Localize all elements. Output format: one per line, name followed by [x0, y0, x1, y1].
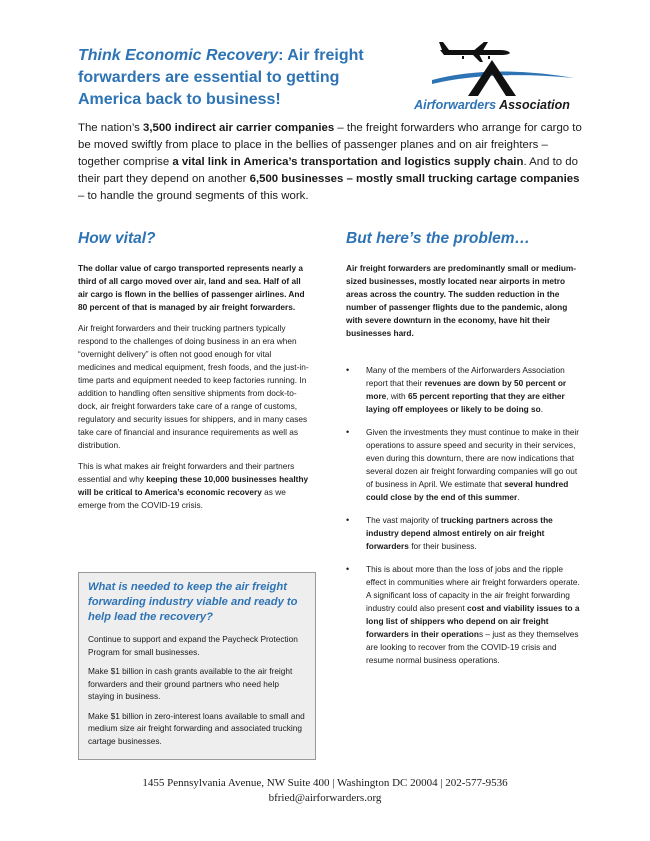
right-lead-text: Air freight forwarders are predominantly small or medium-sized businesses, mostly located near airports in metro areas across the country. The sudden reduction in the number of passenger flights due to the pandemic, along with severe downturn in the economy, have hit their businesses hard.	[346, 263, 577, 338]
footer	[0, 776, 650, 806]
intro-text: – to handle the ground segments of this work.	[78, 190, 309, 202]
title-rest: : Air freight forwarders are essential to getting America back to business!	[78, 47, 364, 108]
callout-item: Make $1 billion in cash grants available to the air freight forwarders and their ground partners who need help staying in business.	[88, 666, 293, 701]
problem-bullet-list	[346, 364, 584, 667]
logo-text	[392, 98, 592, 112]
bullet-bold: 65 percent reporting that they are either laying off employees or likely to be doing so	[366, 391, 565, 414]
right-column	[346, 262, 584, 677]
bullet-item	[346, 426, 584, 504]
logo-word-airforwarders: Airforwarders	[414, 98, 497, 112]
bullet-text: Given the investments they must continue to make in their operations to assure speed and security in their services, even during this downturn, there are now indications that several dozen air freight forwarding companies will go out of business in April. We estimate that	[366, 427, 580, 489]
bullet-icon: •	[346, 365, 350, 375]
paragraph-bold: keeping these 10,000 businesses healthy will be critical to America’s economic recovery	[78, 474, 309, 497]
left-lead-paragraph	[78, 262, 310, 314]
paragraph-text: as we emerge from the COVID-19 crisis.	[78, 487, 286, 510]
bullet-text: This is about more than the loss of jobs and the ripple effect in communities where air freight forwarders operate. A significant loss of capacity in the air freight forwarding industry could also present	[366, 564, 580, 613]
intro-text: The nation’s	[78, 122, 144, 134]
airplane-logo-icon	[392, 38, 592, 100]
bullet-text: The vast majority of	[366, 515, 441, 525]
bullet-bold: revenues are down by 50 percent or more	[366, 378, 567, 401]
bullet-bold: cost and viability issues to a long list of shippers who depend on air freight forwarders in their operation	[366, 603, 580, 639]
footer-email: bfried@airforwarders.org	[268, 792, 382, 804]
footer-address: 1455 Pennsylvania Avenue, NW Suite 400 | Washington DC 20004 | 202-577-9536	[142, 777, 508, 789]
left-lead-text: The dollar value of cargo transported represents nearly a third of all cargo moved over air, land and sea. Half of all air cargo is flown in the bellies of passenger airlines. And 80 percent of that is managed by air freight forwarders.	[78, 263, 305, 312]
bullet-text: Many of the members of the Airforwarders Association report that their	[366, 365, 565, 388]
left-paragraph-3	[78, 460, 310, 512]
logo-word-association: Association	[499, 98, 570, 112]
bullet-text: for their business.	[408, 541, 477, 551]
bullet-icon: •	[346, 427, 350, 437]
bullet-text: .	[517, 492, 520, 502]
callout-heading: What is needed to keep the air freight forwarding industry viable and ready to help lead the recovery?	[88, 581, 298, 623]
recommendations-callout	[78, 572, 316, 760]
intro-text: – the freight forwarders who arrange for cargo to be moved swiftly from place to place in the bellies of passenger planes and on air freighters – together comprise	[78, 122, 582, 168]
left-paragraph-2: Air freight forwarders and their trucking partners typically respond to the challenges of doing business in an era when “overnight delivery” is often not good enough for vital medicines and medical equipment, fresh foods, and the just-in-time parts and equipment needed to keep factories running. In addition to handling often sensitive shipments from dock-to-dock, air freight forwarders take care of a range of customs, regulatory and security issues for shippers, and in many cases take care of financial and insurance requirements as well as distribution.	[78, 323, 309, 450]
right-lead-paragraph	[346, 262, 584, 340]
intro-bold: a vital link in America’s transportation and logistics supply chain	[172, 156, 524, 168]
bullet-item	[346, 514, 584, 553]
bullet-text: , with	[386, 391, 408, 401]
title-emphasis: Think Economic Recovery	[78, 47, 279, 64]
callout-item: Continue to support and expand the Paycheck Protection Program for small businesses.	[88, 634, 298, 657]
bullet-bold: several hundred could close by the end of this summer	[366, 479, 569, 502]
section-heading-problem: But here’s the problem…	[346, 230, 531, 247]
left-column	[78, 262, 310, 520]
paragraph-text: This is what makes air freight forwarders and their partners essential and why	[78, 461, 295, 484]
bullet-icon: •	[346, 515, 350, 525]
page-title	[78, 45, 398, 111]
bullet-item	[346, 563, 584, 667]
intro-text: . And to do their part they depend on another	[78, 156, 578, 185]
section-heading-how-vital: How vital?	[78, 230, 156, 247]
intro-bold: 3,500 indirect air carrier companies	[143, 122, 335, 134]
bullet-bold: trucking partners across the industry depend almost entirely on air freight forwarders	[366, 515, 553, 551]
bullet-text: .	[540, 404, 544, 414]
intro-bold: 6,500 businesses – mostly small trucking cartage companies	[249, 173, 580, 185]
callout-item: Make $1 billion in zero-interest loans available to small and medium size air freight forwarding and associated trucking cartage businesses.	[88, 710, 305, 746]
intro-paragraph	[78, 120, 584, 205]
bullet-icon: •	[346, 564, 350, 574]
bullet-text: s – just as they themselves are looking to recover from the COVID-19 crisis and resume normal business operations.	[366, 629, 579, 665]
bullet-item	[346, 364, 584, 416]
airforwarders-logo	[392, 38, 592, 116]
